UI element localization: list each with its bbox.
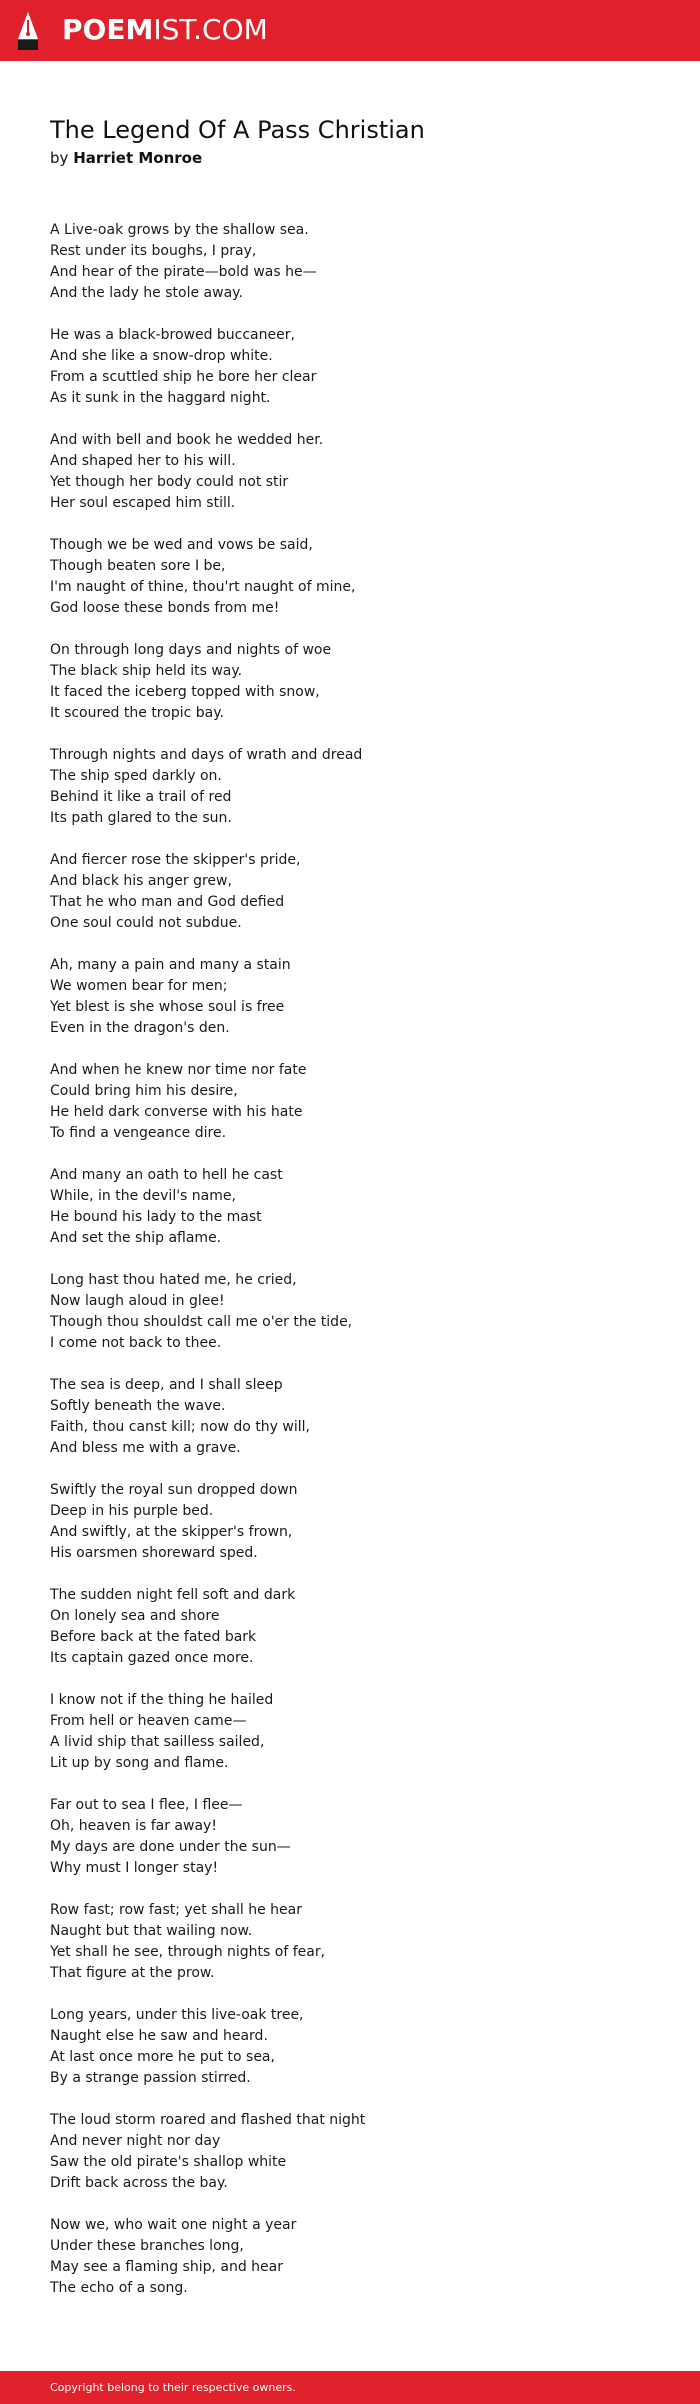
poem-line: The echo of a song.	[50, 2280, 188, 2296]
poem-line: And set the ship aflame.	[50, 1230, 222, 1246]
pen-nib-icon[interactable]	[16, 11, 40, 51]
poem-line: Through nights and days of wrath and dread	[50, 747, 363, 763]
poem-line: His oarsmen shoreward sped.	[50, 1545, 258, 1561]
poem-line: And never night nor day	[50, 2133, 221, 2149]
poem-line: And she like a snow-drop white.	[50, 348, 273, 364]
logo-bold-text: POEM	[62, 13, 154, 46]
stanza	[50, 1060, 650, 1144]
poem-line: Naught but that wailing now.	[50, 1923, 253, 1939]
author-name: Harriet Monroe	[73, 149, 203, 167]
poem-line: And black his anger grew,	[50, 873, 232, 889]
poem-line: Could bring him his desire,	[50, 1083, 238, 1099]
poem-line: He bound his lady to the mast	[50, 1209, 262, 1225]
poem-line: And when he knew nor time nor fate	[50, 1062, 307, 1078]
poem-line: Softly beneath the wave.	[50, 1398, 226, 1414]
stanza	[50, 745, 650, 829]
poem-line: Its path glared to the sun.	[50, 810, 232, 826]
poem-line: He was a black-browed buccaneer,	[50, 327, 295, 343]
byline	[50, 148, 202, 168]
poem-line: Saw the old pirate's shallop white	[50, 2154, 287, 2170]
stanza	[50, 1165, 650, 1249]
poem-line: That figure at the prow.	[50, 1965, 215, 1981]
poem-line: Though we be wed and vows be said,	[50, 537, 313, 553]
poem-line: Now we, who wait one night a year	[50, 2217, 297, 2233]
stanza	[50, 1585, 650, 1669]
poem-line: Long hast thou hated me, he cried,	[50, 1272, 297, 1288]
poem-line: The loud storm roared and flashed that night	[50, 2112, 366, 2128]
poem-line: I know not if the thing he hailed	[50, 1692, 274, 1708]
poem-line: Lit up by song and flame.	[50, 1755, 229, 1771]
poem-line: The ship sped darkly on.	[50, 768, 222, 784]
poem-line: The sea is deep, and I shall sleep	[50, 1377, 283, 1393]
poem-line: Drift back across the bay.	[50, 2175, 228, 2191]
stanza	[50, 2110, 650, 2194]
poem-line: A livid ship that sailless sailed,	[50, 1734, 265, 1750]
site-logo[interactable]	[62, 13, 268, 47]
stanza	[50, 325, 650, 409]
poem-line: Naught else he saw and heard.	[50, 2028, 268, 2044]
poem-line: Far out to sea I flee, I flee—	[50, 1797, 243, 1813]
stanza	[50, 1795, 650, 1879]
stanza	[50, 1690, 650, 1774]
poem-line: Yet though her body could not stir	[50, 474, 289, 490]
poem-line: Before back at the fated bark	[50, 1629, 257, 1645]
stanza	[50, 220, 650, 304]
poem-line: And the lady he stole away.	[50, 285, 243, 301]
poem-line: It faced the iceberg topped with snow,	[50, 684, 320, 700]
poem-line: The sudden night fell soft and dark	[50, 1587, 296, 1603]
poem-body	[50, 220, 650, 2320]
poem-line: Rest under its boughs, I pray,	[50, 243, 257, 259]
poem-line: On lonely sea and shore	[50, 1608, 220, 1624]
stanza	[50, 1270, 650, 1354]
poem-line: Yet shall he see, through nights of fear,	[50, 1944, 326, 1960]
poem-line: Even in the dragon's den.	[50, 1020, 230, 1036]
poem-line: I'm naught of thine, thou'rt naught of mine,	[50, 579, 356, 595]
poem-line: Long years, under this live-oak tree,	[50, 2007, 304, 2023]
poem-line: And fiercer rose the skipper's pride,	[50, 852, 301, 868]
poem-line: Yet blest is she whose soul is free	[50, 999, 285, 1015]
poem-line: Its captain gazed once more.	[50, 1650, 254, 1666]
poem-line: Faith, thou canst kill; now do thy will,	[50, 1419, 310, 1435]
poem-line: And many an oath to hell he cast	[50, 1167, 283, 1183]
poem-line: Though thou shouldst call me o'er the tide,	[50, 1314, 353, 1330]
poem-line: The black ship held its way.	[50, 663, 243, 679]
poem-line: I come not back to thee.	[50, 1335, 222, 1351]
poem-line: And with bell and book he wedded her.	[50, 432, 324, 448]
poem-line: At last once more he put to sea,	[50, 2049, 275, 2065]
poem-line: One soul could not subdue.	[50, 915, 242, 931]
poem-line: That he who man and God defied	[50, 894, 285, 910]
stanza	[50, 2005, 650, 2089]
poem-line: God loose these bonds from me!	[50, 600, 280, 616]
poem-line: By a strange passion stirred.	[50, 2070, 251, 2086]
poem-line: May see a flaming ship, and hear	[50, 2259, 283, 2275]
poem-line: Her soul escaped him still.	[50, 495, 236, 511]
poem-line: And shaped her to his will.	[50, 453, 236, 469]
poem-line: Now laugh aloud in glee!	[50, 1293, 225, 1309]
stanza	[50, 535, 650, 619]
poem-line: And hear of the pirate—bold was he—	[50, 264, 317, 280]
copyright-text: Copyright belong to their respective owners.	[50, 2381, 296, 2394]
stanza	[50, 1480, 650, 1564]
poem-line: We women bear for men;	[50, 978, 228, 994]
poem-title: The Legend Of A Pass Christian	[50, 116, 425, 144]
site-footer	[0, 2371, 700, 2404]
stanza	[50, 640, 650, 724]
poem-line: Swiftly the royal sun dropped down	[50, 1482, 298, 1498]
poem-line: On through long days and nights of woe	[50, 642, 332, 658]
poem-line: It scoured the tropic bay.	[50, 705, 224, 721]
poem-line: He held dark converse with his hate	[50, 1104, 303, 1120]
poem-line: And bless me with a grave.	[50, 1440, 241, 1456]
poem-line: From hell or heaven came—	[50, 1713, 247, 1729]
poem-line: Why must I longer stay!	[50, 1860, 219, 1876]
by-label: by	[50, 149, 69, 167]
site-header	[0, 0, 700, 61]
stanza	[50, 430, 650, 514]
poem-line: Deep in his purple bed.	[50, 1503, 214, 1519]
stanza	[50, 2215, 650, 2299]
poem-line: Under these branches long,	[50, 2238, 244, 2254]
poem-line: My days are done under the sun—	[50, 1839, 291, 1855]
poem-line: As it sunk in the haggard night.	[50, 390, 271, 406]
stanza	[50, 1375, 650, 1459]
poem-line: Behind it like a trail of red	[50, 789, 232, 805]
poem-line: Row fast; row fast; yet shall he hear	[50, 1902, 302, 1918]
stanza	[50, 955, 650, 1039]
poem-line: A Live-oak grows by the shallow sea.	[50, 222, 309, 238]
stanza	[50, 1900, 650, 1984]
poem-line: To find a vengeance dire.	[50, 1125, 227, 1141]
poem-line: Oh, heaven is far away!	[50, 1818, 217, 1834]
poem-line: Though beaten sore I be,	[50, 558, 226, 574]
logo-light-text: IST.COM	[153, 13, 268, 46]
poem-line: And swiftly, at the skipper's frown,	[50, 1524, 293, 1540]
poem-line: While, in the devil's name,	[50, 1188, 236, 1204]
poem-line: From a scuttled ship he bore her clear	[50, 369, 317, 385]
stanza	[50, 850, 650, 934]
poem-line: Ah, many a pain and many a stain	[50, 957, 291, 973]
